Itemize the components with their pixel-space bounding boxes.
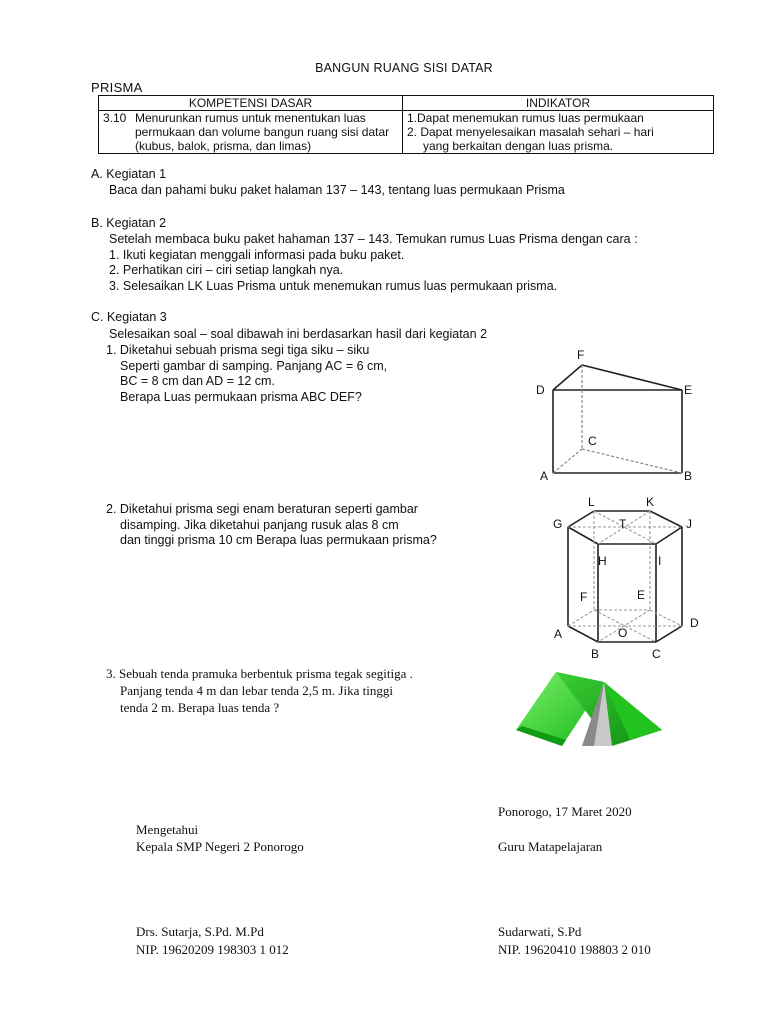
table-header-indikator: INDIKATOR <box>403 96 714 111</box>
prism1-label-d: D <box>536 383 545 397</box>
prism1-label-c: C <box>588 434 597 448</box>
q3-line-3: tenda 2 m. Berapa luas tenda ? <box>120 700 280 715</box>
prism2-label-i: I <box>658 554 662 568</box>
q2-line-3: dan tinggi prisma 10 cm Berapa luas permukaan prisma? <box>120 533 437 547</box>
indikator-cell <box>403 111 714 154</box>
indicator-2: 2. Dapat menyelesaikan masalah sehari – hari <box>407 125 654 139</box>
q1-line-2: Seperti gambar di samping. Panjang AC = 6 cm, <box>120 358 388 373</box>
prism2-label-j: J <box>686 517 692 531</box>
left-signatory-nip: NIP. 19620209 198303 1 012 <box>136 942 289 957</box>
right-signatory-name: Sudarwati, S.Pd <box>498 924 582 939</box>
document-title: BANGUN RUANG SISI DATAR <box>315 61 493 75</box>
table-header-kd: KOMPETENSI DASAR <box>99 96 403 111</box>
kegiatan1-text: Baca dan pahami buku paket halaman 137 – 143, tentang luas permukaan Prisma <box>109 183 565 197</box>
prism2-label-a: A <box>554 627 563 641</box>
kegiatan3-heading: C. Kegiatan 3 <box>91 310 167 324</box>
prism1-label-f: F <box>577 348 585 362</box>
kd-cell <box>99 111 403 154</box>
prism2-label-h: H <box>598 554 607 568</box>
indicator-1: 1.Dapat menemukan rumus luas permukaan <box>407 111 644 125</box>
left-label-2: Kepala SMP Negeri 2 Ponorogo <box>136 839 304 854</box>
prism1-label-b: B <box>684 469 693 483</box>
right-label: Guru Matapelajaran <box>498 839 603 854</box>
kegiatan2-body <box>109 232 638 294</box>
question-1 <box>106 343 387 405</box>
prism2-label-b: B <box>591 647 600 661</box>
q1-line-1: 1. Diketahui sebuah prisma segi tiga siku – siku <box>106 343 370 357</box>
competency-table <box>98 95 714 154</box>
kegiatan2-step-1: 1. Ikuti kegiatan menggali informasi pada buku paket. <box>109 247 405 262</box>
table-row <box>99 111 714 154</box>
tent-illustration <box>512 660 672 760</box>
left-label-1: Mengetahui <box>136 822 199 837</box>
kegiatan3-intro: Selesaikan soal – soal dibawah ini berdasarkan hasil dari kegiatan 2 <box>109 327 488 341</box>
prism2-label-g: G <box>553 517 563 531</box>
q1-line-3: BC = 8 cm dan AD = 12 cm. <box>120 374 275 388</box>
prism1-label-e: E <box>684 383 693 397</box>
q3-line-1: 3. Sebuah tenda pramuka berbentuk prisma tegak segitiga . <box>106 666 413 681</box>
question-3 <box>106 665 413 716</box>
section-subtitle: PRISMA <box>91 80 143 95</box>
prism2-label-d: D <box>690 616 699 630</box>
question-2 <box>106 502 437 549</box>
kegiatan2-intro: Setelah membaca buku paket hahaman 137 – 143. Temukan rumus Luas Prisma dengan cara : <box>109 232 638 246</box>
kd-text: Menurunkan rumus untuk menentukan luas permukaan dan volume bangun ruang sisi datar (kubus, balok, prisma, dan limas) <box>135 111 390 153</box>
kegiatan2-heading: B. Kegiatan 2 <box>91 216 167 230</box>
prism2-label-l: L <box>588 495 595 509</box>
kd-number: 3.10 <box>103 111 127 125</box>
hexagonal-prism-figure <box>548 494 718 664</box>
table-header-row <box>99 96 714 111</box>
q1-line-4: Berapa Luas permukaan prisma ABC DEF? <box>120 389 362 404</box>
prism2-label-c: C <box>652 647 661 661</box>
place-date: Ponorogo, 17 Maret 2020 <box>498 804 632 819</box>
left-signatory-name: Drs. Sutarja, S.Pd. M.Pd <box>136 924 264 939</box>
q3-line-2: Panjang tenda 4 m dan lebar tenda 2,5 m. Jika tinggi <box>120 683 393 698</box>
prism2-label-t: T <box>619 517 627 531</box>
prism2-label-f: F <box>580 590 588 604</box>
kegiatan2-step-2: 2. Perhatikan ciri – ciri setiap langkah nya. <box>109 263 344 277</box>
kegiatan2-step-3: 3. Selesaikan LK Luas Prisma untuk menemukan rumus luas permukaan prisma. <box>109 278 558 293</box>
q2-line-2: disamping. Jika diketahui panjang rusuk alas 8 cm <box>120 517 399 532</box>
kegiatan1-heading: A. Kegiatan 1 <box>91 167 167 181</box>
right-signatory-nip: NIP. 19620410 198803 2 010 <box>498 942 651 957</box>
prism2-label-o: O <box>618 626 628 640</box>
q2-line-1: 2. Diketahui prisma segi enam beraturan seperti gambar <box>106 502 418 516</box>
prism1-label-a: A <box>540 469 549 483</box>
indicator-2-cont: yang berkaitan dengan luas prisma. <box>423 139 614 153</box>
prism2-label-k: K <box>646 495 655 509</box>
prism2-label-e: E <box>637 588 646 602</box>
triangular-prism-figure <box>530 345 700 485</box>
